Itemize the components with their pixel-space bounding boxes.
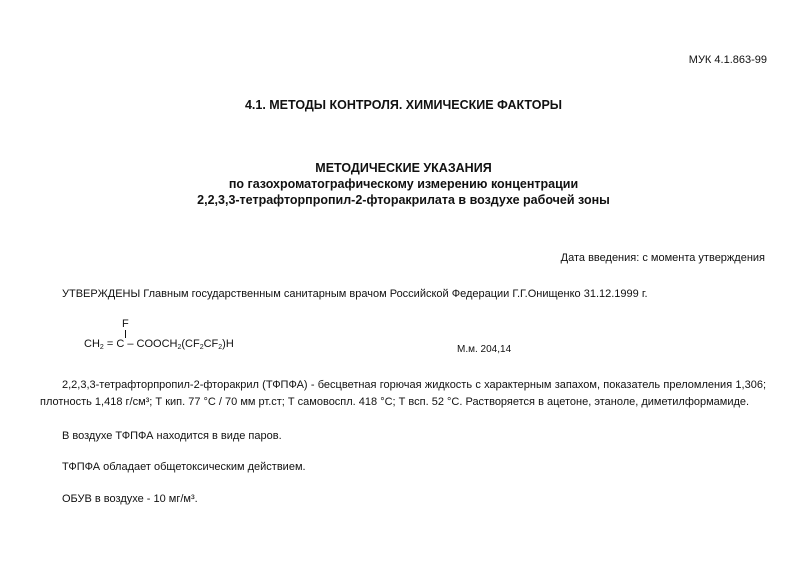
formula-fluorine-atom: F — [122, 318, 129, 330]
formula-bond-line — [125, 330, 126, 338]
molar-mass: М.м. 204,14 — [457, 344, 512, 355]
exposure-limit-paragraph: ОБУВ в воздухе - 10 мг/м³. — [62, 493, 198, 505]
toxicity-paragraph: ТФПФА обладает общетоксическим действием. — [62, 461, 306, 473]
description-paragraph: 2,2,3,3-тетрафторпропил-2-фторакрил (ТФПФА) - бесцветная горючая жидкость с характерным запахом, показатель преломления 1,306; плотность 1,418 г/см³; Т кип. 77 °С / 70 мм рт.ст; Т самовоспл. 418 °С; Т всп. 52 °С. Растворяется в ацетоне, этаноле, диметилформамиде. — [40, 379, 766, 408]
title-line-2: по газохроматографическому измерению концентрации — [228, 177, 579, 191]
air-state-paragraph: В воздухе ТФПФА находится в виде паров. — [62, 430, 282, 442]
introduction-date: Дата введения: с момента утверждения — [560, 252, 765, 264]
title-line-1: МЕТОДИЧЕСКИЕ УКАЗАНИЯ — [315, 161, 492, 175]
title-line-3: 2,2,3,3-тетрафторпропил-2-фторакрилата в воздухе рабочей зоны — [197, 193, 610, 207]
document-code: МУК 4.1.863-99 — [688, 54, 767, 66]
document-title — [0, 160, 807, 208]
structural-formula — [84, 318, 284, 358]
section-title: 4.1. МЕТОДЫ КОНТРОЛЯ. ХИМИЧЕСКИЕ ФАКТОРЫ — [244, 98, 563, 112]
formula-main-chain: $CH_2 = C$ – $COOCH_2(CF_2CF_2)H$ — [84, 338, 234, 351]
approval-paragraph: УТВЕРЖДЕНЫ Главным государственным санитарным врачом Российской Федерации Г.Г.Онищенко 31.12.1999 г. — [62, 288, 648, 300]
